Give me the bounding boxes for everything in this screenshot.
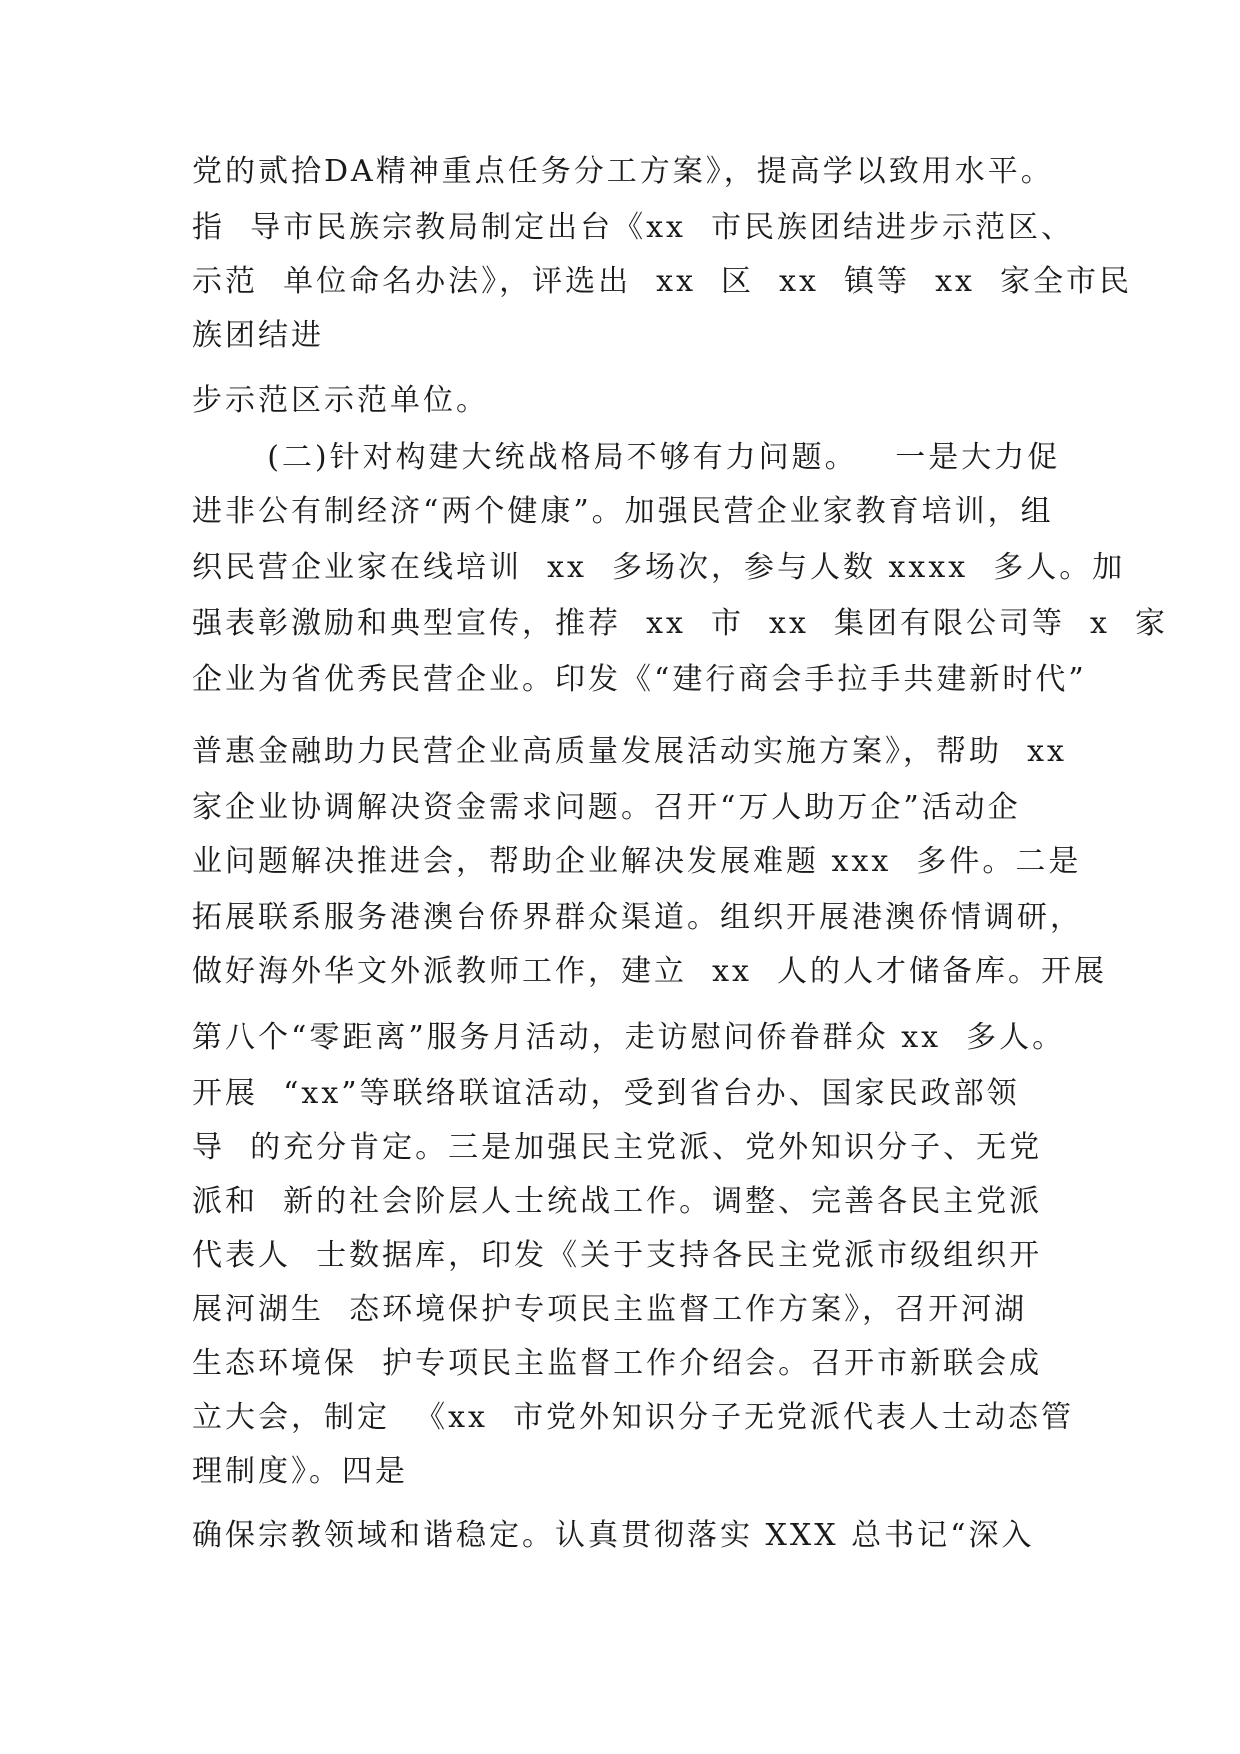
text-line: 理制度》。四是 [192,1454,408,1489]
text-line: 织民营企业家在线培训 xx 多场次，参与人数 xxxx 多人。加 [192,550,1126,585]
text-line: 导 的充分肯定。三是加强民主党派、党外知识分子、无党 [192,1130,1043,1165]
text-line: 普惠金融助力民营企业高质量发展活动实施方案》，帮助 xx [192,734,1067,769]
text-line: 开展 “xx”等联络联谊活动，受到省台办、国家民政部领 [192,1076,1020,1111]
text-line: 做好海外华文外派教师工作，建立 xx 人的人才储备库。开展 [192,954,1107,989]
text-line: 进非公有制经济“两个健康”。加强民营企业家教育培训，组 [192,494,1054,529]
text-line: 派和 新的社会阶层人士统战工作。调整、完善各民主党派 [192,1184,1043,1219]
text-line: 强表彰激励和典型宣传，推荐 xx 市 xx 集团有限公司等 x 家 [192,606,1169,641]
text-line: 族团结进 [192,318,324,353]
text-line: 企业为省优秀民营企业。印发《“建行商会手拉手共建新时代” [192,662,1087,697]
text-line: 家企业协调解决资金需求问题。召开“万人助万企”活动企 [192,790,1021,825]
text-line: 立大会，制定 《xx 市党外知识分子无党派代表人士动态管 [192,1400,1074,1435]
text-line: 第八个“零距离”服务月活动，走访慰问侨眷群众 xx 多人。 [192,1020,1066,1055]
text-line: 展河湖生 态环境保护专项民主监督工作方案》，召开河湖 [192,1292,1028,1327]
section-heading-line: (二)针对构建大统战格局不够有力问题。 一是大力促 [192,440,1061,475]
text-line: 步示范区示范单位。 [192,383,489,418]
text-line: 代表人 士数据库，印发《关于支持各民主党派市级组织开 [192,1238,1043,1273]
text-line: 指 导市民族宗教局制定出台《xx 市民族团结进步示范区、 [192,210,1074,245]
text-line: 确保宗教领域和谐稳定。认真贯彻落实 XXX 总书记“深入 [192,1518,1035,1553]
text-line: 生态环境保 护专项民主监督工作介绍会。召开市新联会成 [192,1346,1043,1381]
text-line: 示范 单位命名办法》，评选出 xx 区 xx 镇等 xx 家全市民 [192,264,1133,299]
text-line: 拓展联系服务港澳台侨界群众渠道。组织开展港澳侨情调研， [192,900,1083,935]
text-line: 业问题解决推进会，帮助企业解决发展难题 xxx 多件。二是 [192,844,1082,879]
text-line: 党的贰拾DA精神重点任务分工方案》，提高学以致用水平。 [192,154,1054,189]
